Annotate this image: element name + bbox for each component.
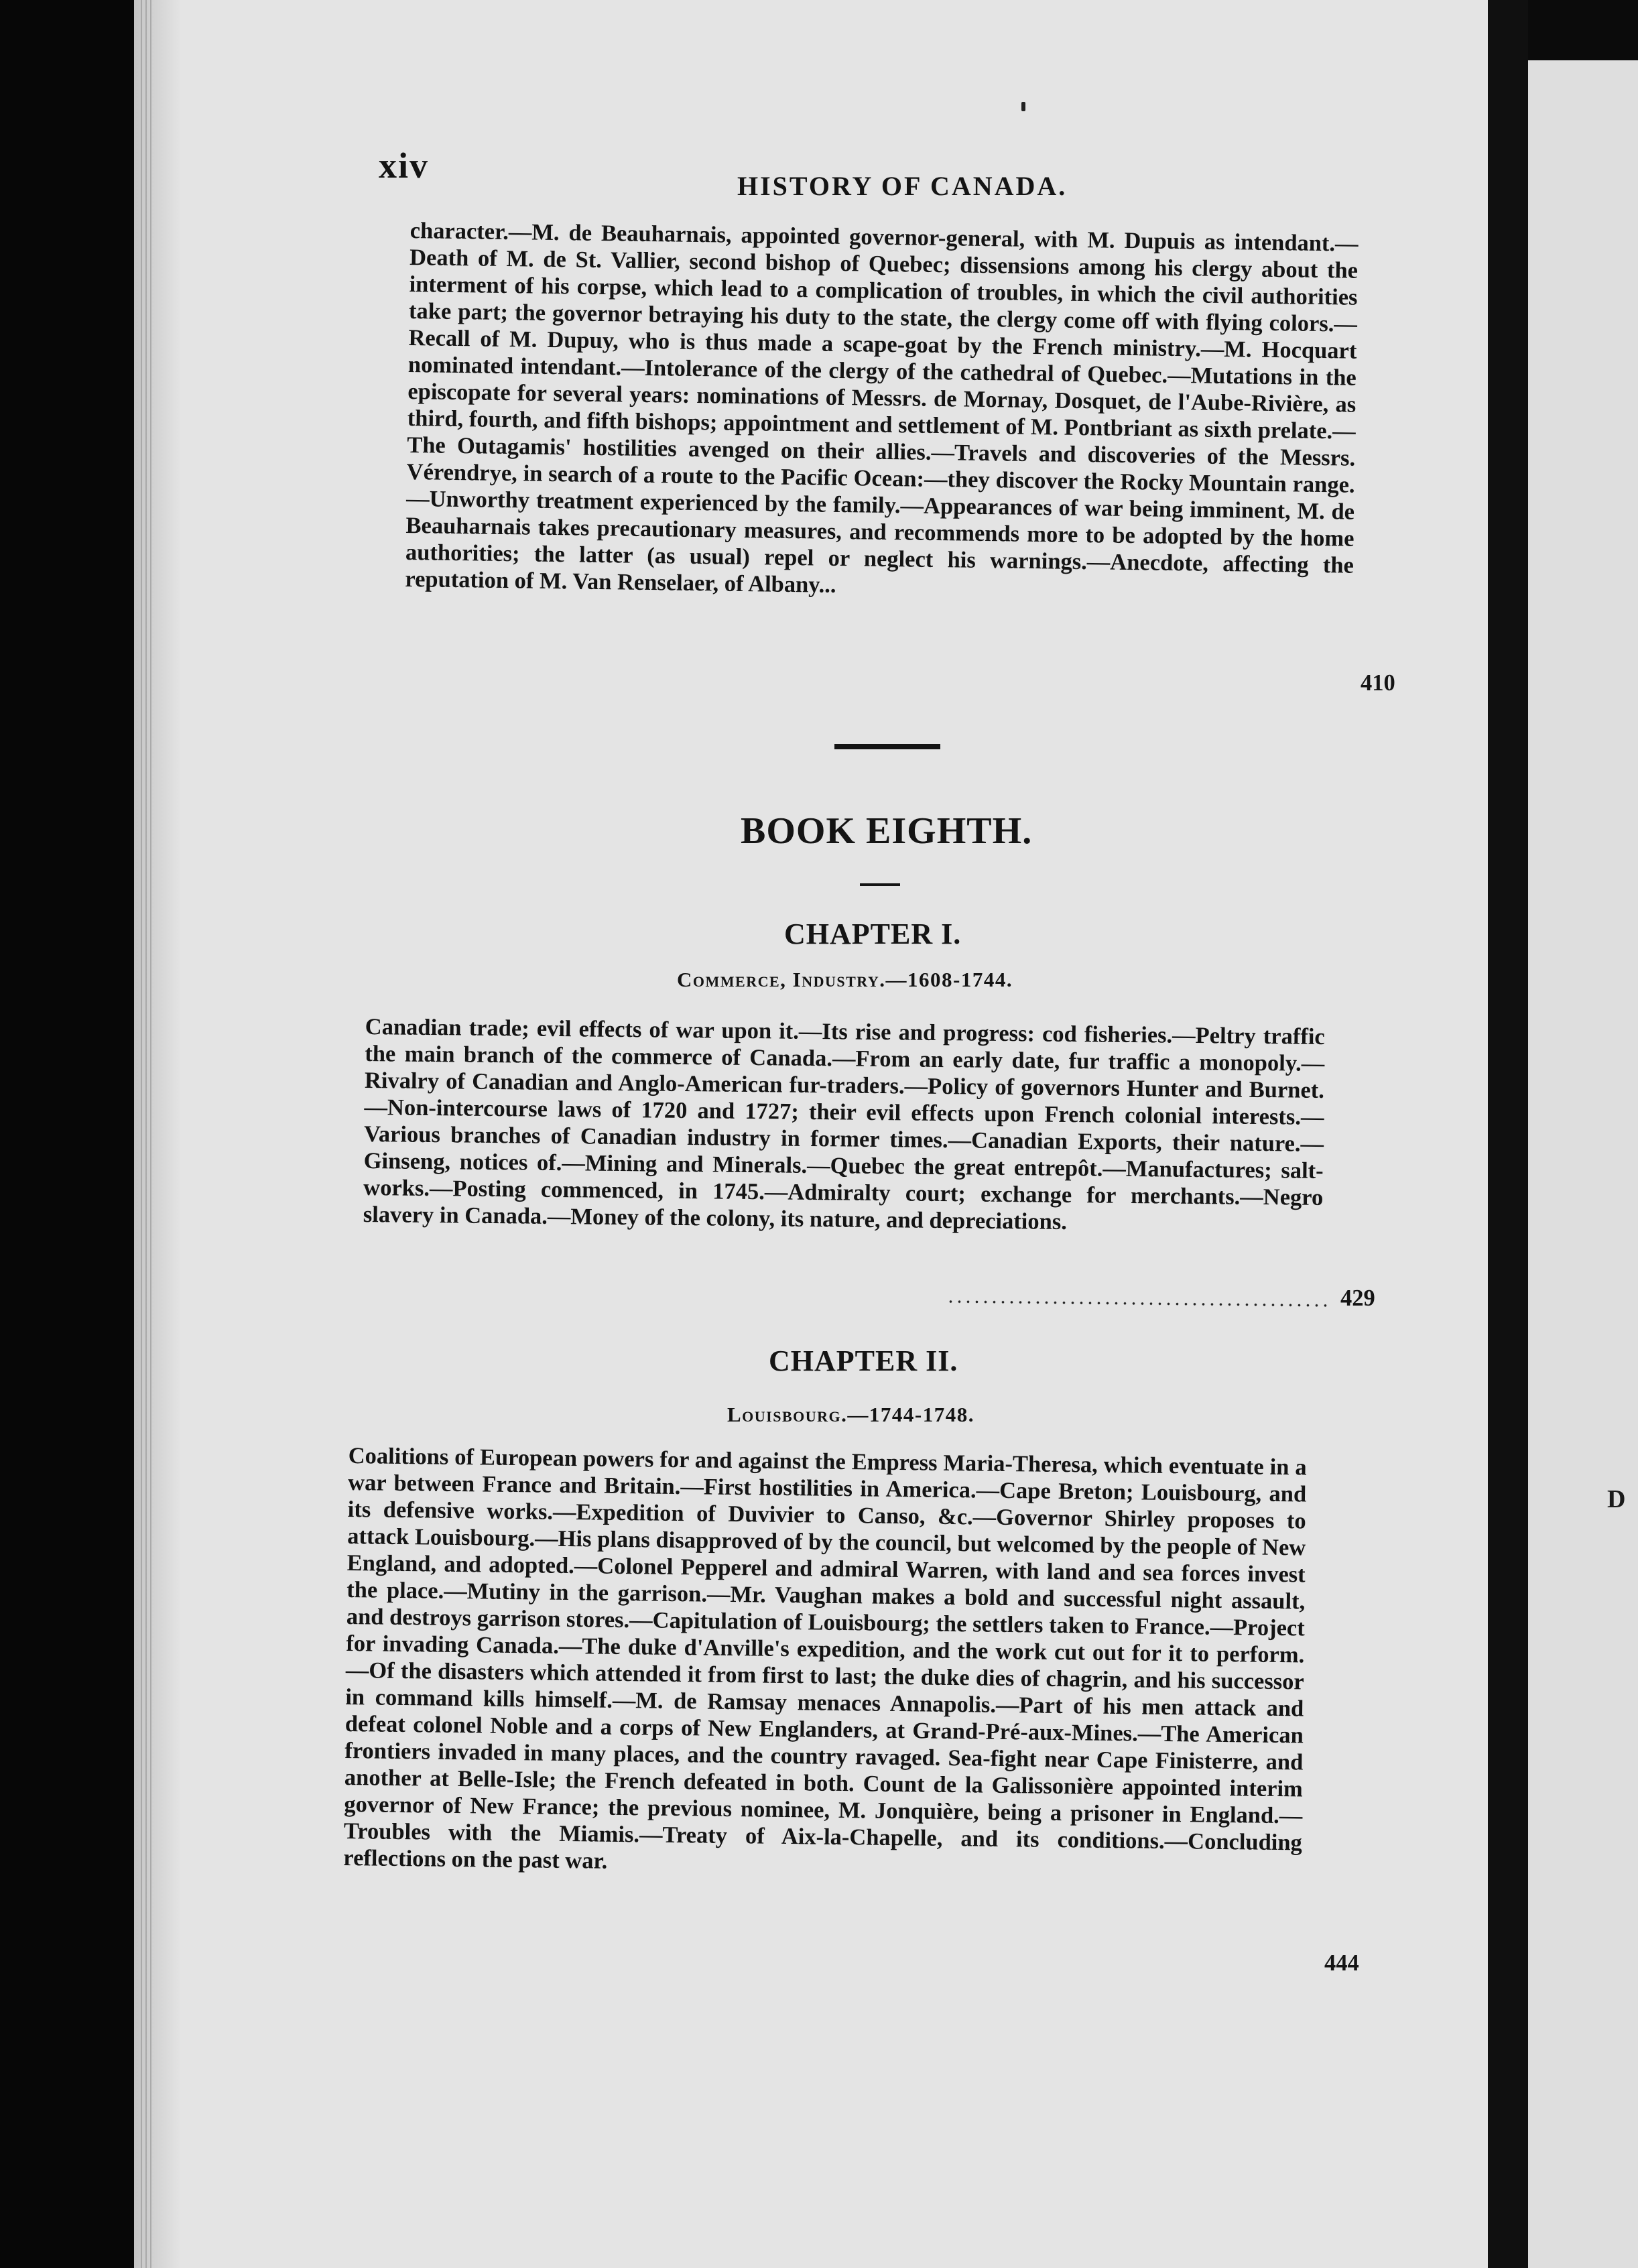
chapter-one-heading: CHAPTER I. xyxy=(784,918,962,950)
chapter-two-heading: CHAPTER II. xyxy=(769,1344,958,1377)
chapter-one-summary: Canadian trade; evil effects of war upon it.—Its rise and progress: cod fisheries.—Peltry traffic the main branch of the commerce of Canada.—From an early date, fur traffic a monopoly.—Rivalry of Canadian and Anglo-American fur-traders.—Policy of governors Hunter and Burnet.—Non-intercourse laws of 1720 and 1727; their evil effects upon French colonial interests.—Various branches of Canadian industry in former times.—Canadian Exports, their nature.—Ginseng, notices of.—Mining and Minerals.—Quebec the great entrepôt.—Manufactures; salt-works.—Posting commenced, in 1745.—Admiralty court; exchange for merchants.—Negro slavery in Canada.—Money of the colony, its nature, and depreciations. xyxy=(363,1014,1325,1235)
chapter-two-summary: Coalitions of European powers for and against the Empress Maria-Theresa, which eventuate in a war between France and Britain.—First hostilities in America.—Cape Breton; Louisbourg, and its defensive works.—Expedition of Duvivier to Canso, &c.—Governor Shirley proposes to attack Louisbourg.—His plans disapproved of by the council, but welcomed by the people of New England, and adopted.—Colonel Pepperel and admiral Warren, with land and sea forces invest the place.—Mutiny in the garrison.—Mr. Vaughan makes a bold and successful night assault, and destroys garrison stores.—Capitulation of Louisbourg; the settlers taken to France.—Project for invading Canada.—The duke d'Anville's expedition, and the work cut out for it to perform.—Of the disasters which attended it from first to last; the duke dies of chagrin, and his successor in command kills himself.—M. de Ramsay menaces Annapolis.—Part of his men attack and defeat colonel Noble and a corps of New Englanders, at Grand-Pré-aux-Mines.—The American frontiers invaded in many places, and the country ravaged. Sea-fight near Cape Finisterre, and another at Belle-Isle; the French defeated in both. Count de la Galissonière appointed interim governor of New France; the previous nominee, M. Jonquière, being a prisoner in England.—Troubles with the Miamis.—Treaty of Aix-la-Chapelle, and its conditions.—Concluding reflections on the past war. xyxy=(343,1443,1307,1874)
book-gutter xyxy=(1488,0,1528,2268)
scan-left-margin xyxy=(0,0,134,2268)
page-reference: 410 xyxy=(1361,670,1395,696)
adjacent-page-fragment: D xyxy=(1607,1485,1626,1513)
book-seven-tail-text: character.—M. de Beauharnais, appointed governor-general, with M. Dupuis as intendant.—Death of M. de St. Vallier, second bishop of Quebec; dissensions among his clergy about the interment of his corpse, which lead to a complication of troubles, in which the civil authorities take part; the governor betraying his duty to the state, the clergy come off with flying colors.—Recall of M. Dupuy, who is thus made a scape-goat by the French ministry.—M. Hocquart nominated intendant.—Intolerance of the clergy of the cathedral of Quebec.—Mutations in the episcopate for several years: nominations of Messrs. de Mornay, Dosquet, de l'Aube-Rivière, as third, fourth, and fifth bishops; appointment and settlement of M. Pontbriant as sixth prelate.—The Outagamis' hostilities avenged on their allies.—Travels and discoveries of the Messrs. Vérendrye, in search of a route to the Pacific Ocean:—they discover the Rocky Mountain range.—Unworthy treatment experienced by the family.—Appearances of war being imminent, M. de Beauharnais takes precautionary measures, and recommends more to be adopted by the home authorities; the latter (as usual) repel or neglect his warnings.—Anecdote, affecting the reputation of M. Van Renselaer, of Albany... xyxy=(405,217,1359,598)
chapter-one-subtitle: Commerce, Industry.—1608-1744. xyxy=(677,968,1013,991)
page-reference: 444 xyxy=(1324,1950,1359,1976)
book-heading: BOOK EIGHTH. xyxy=(741,810,1033,852)
page-number: xiv xyxy=(379,145,430,186)
ink-speck xyxy=(1021,102,1025,111)
chapter-two-subtitle: Louisbourg.—1744-1748. xyxy=(727,1403,974,1426)
heading-rule xyxy=(860,883,900,886)
adjacent-page xyxy=(1528,60,1638,2268)
page-edge-lines xyxy=(141,0,154,2268)
running-title: HISTORY OF CANADA. xyxy=(737,171,1068,201)
page-reference: 429 xyxy=(1340,1285,1375,1311)
section-divider xyxy=(834,744,940,749)
